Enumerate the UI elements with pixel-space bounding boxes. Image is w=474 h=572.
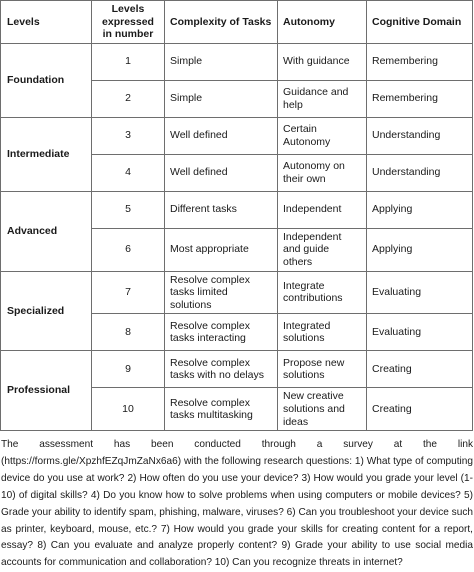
complexity-cell: Resolve complex tasks with no delays [165, 351, 278, 388]
level-cell-advanced: Advanced [1, 191, 92, 271]
complexity-cell: Different tasks [165, 191, 278, 228]
header-row [1, 1, 473, 44]
cognitive-cell: Understanding [367, 117, 473, 154]
number-cell: 8 [92, 314, 165, 351]
level-cell-intermediate: Intermediate [1, 117, 92, 191]
header-complexity: Complexity of Tasks [165, 1, 278, 44]
complexity-cell: Resolve complex tasks interacting [165, 314, 278, 351]
autonomy-cell: Integrate contributions [278, 271, 367, 314]
header-cognitive-domain: Cognitive Domain [367, 1, 473, 44]
table-row [1, 271, 473, 314]
cognitive-cell: Evaluating [367, 314, 473, 351]
level-cell-specialized: Specialized [1, 271, 92, 351]
autonomy-cell: Independent [278, 191, 367, 228]
cognitive-cell: Applying [367, 228, 473, 271]
autonomy-cell: Integrated solutions [278, 314, 367, 351]
autonomy-cell: Propose new solutions [278, 351, 367, 388]
number-cell: 5 [92, 191, 165, 228]
table-row [1, 43, 473, 80]
autonomy-cell: New creative solutions and ideas [278, 388, 367, 431]
cognitive-cell: Evaluating [367, 271, 473, 314]
number-cell: 6 [92, 228, 165, 271]
autonomy-cell: Independent and guide others [278, 228, 367, 271]
complexity-cell: Simple [165, 43, 278, 80]
survey-note: The assessment has been conducted through a survey at the link (https://forms.gle/XpzhfEZqJmZaNx6a6) with the following research questions: 1) What type of computing device do you use at work? 2) How often do you use your device? 3) How would you grade your level (1-10) of digital skills? 4) Do you know how to solve problems when using computers or mobile devices? 5) Grade your ability to identify spam, phishing, malware, viruses? 6) Can you troubleshoot your device such as printer, keyboard, mouse, etc.? 7) How would you grade your skills for creating content for a report, essay? 8) Can you evaluate and analyze properly content? 9) Grade your ability to use social media accounts for communication and collaboration? 10) Can you recognize threats in internet? [1, 439, 473, 569]
header-autonomy: Autonomy [278, 1, 367, 44]
number-cell: 2 [92, 80, 165, 117]
number-cell: 4 [92, 154, 165, 191]
complexity-cell: Well defined [165, 117, 278, 154]
cognitive-cell: Remembering [367, 43, 473, 80]
table-row [1, 191, 473, 228]
complexity-cell: Most appropriate [165, 228, 278, 271]
header-levels-number: Levels expressed in number [92, 1, 165, 44]
number-cell: 7 [92, 271, 165, 314]
cognitive-cell: Understanding [367, 154, 473, 191]
cognitive-cell: Creating [367, 388, 473, 431]
header-levels: Levels [1, 1, 92, 44]
complexity-cell: Well defined [165, 154, 278, 191]
number-cell: 3 [92, 117, 165, 154]
autonomy-cell: With guidance [278, 43, 367, 80]
cognitive-cell: Applying [367, 191, 473, 228]
cognitive-cell: Remembering [367, 80, 473, 117]
autonomy-cell: Autonomy on their own [278, 154, 367, 191]
cognitive-cell: Creating [367, 351, 473, 388]
number-cell: 1 [92, 43, 165, 80]
number-cell: 10 [92, 388, 165, 431]
level-cell-professional: Professional [1, 351, 92, 431]
table-row [1, 351, 473, 388]
table-body [1, 43, 473, 430]
complexity-cell: Resolve complex tasks multitasking [165, 388, 278, 431]
number-cell: 9 [92, 351, 165, 388]
autonomy-cell: Guidance and help [278, 80, 367, 117]
level-cell-foundation: Foundation [1, 43, 92, 117]
table-row [1, 117, 473, 154]
autonomy-cell: Certain Autonomy [278, 117, 367, 154]
complexity-cell: Resolve complex tasks limited solutions [165, 271, 278, 314]
complexity-cell: Simple [165, 80, 278, 117]
table-header [1, 1, 473, 44]
